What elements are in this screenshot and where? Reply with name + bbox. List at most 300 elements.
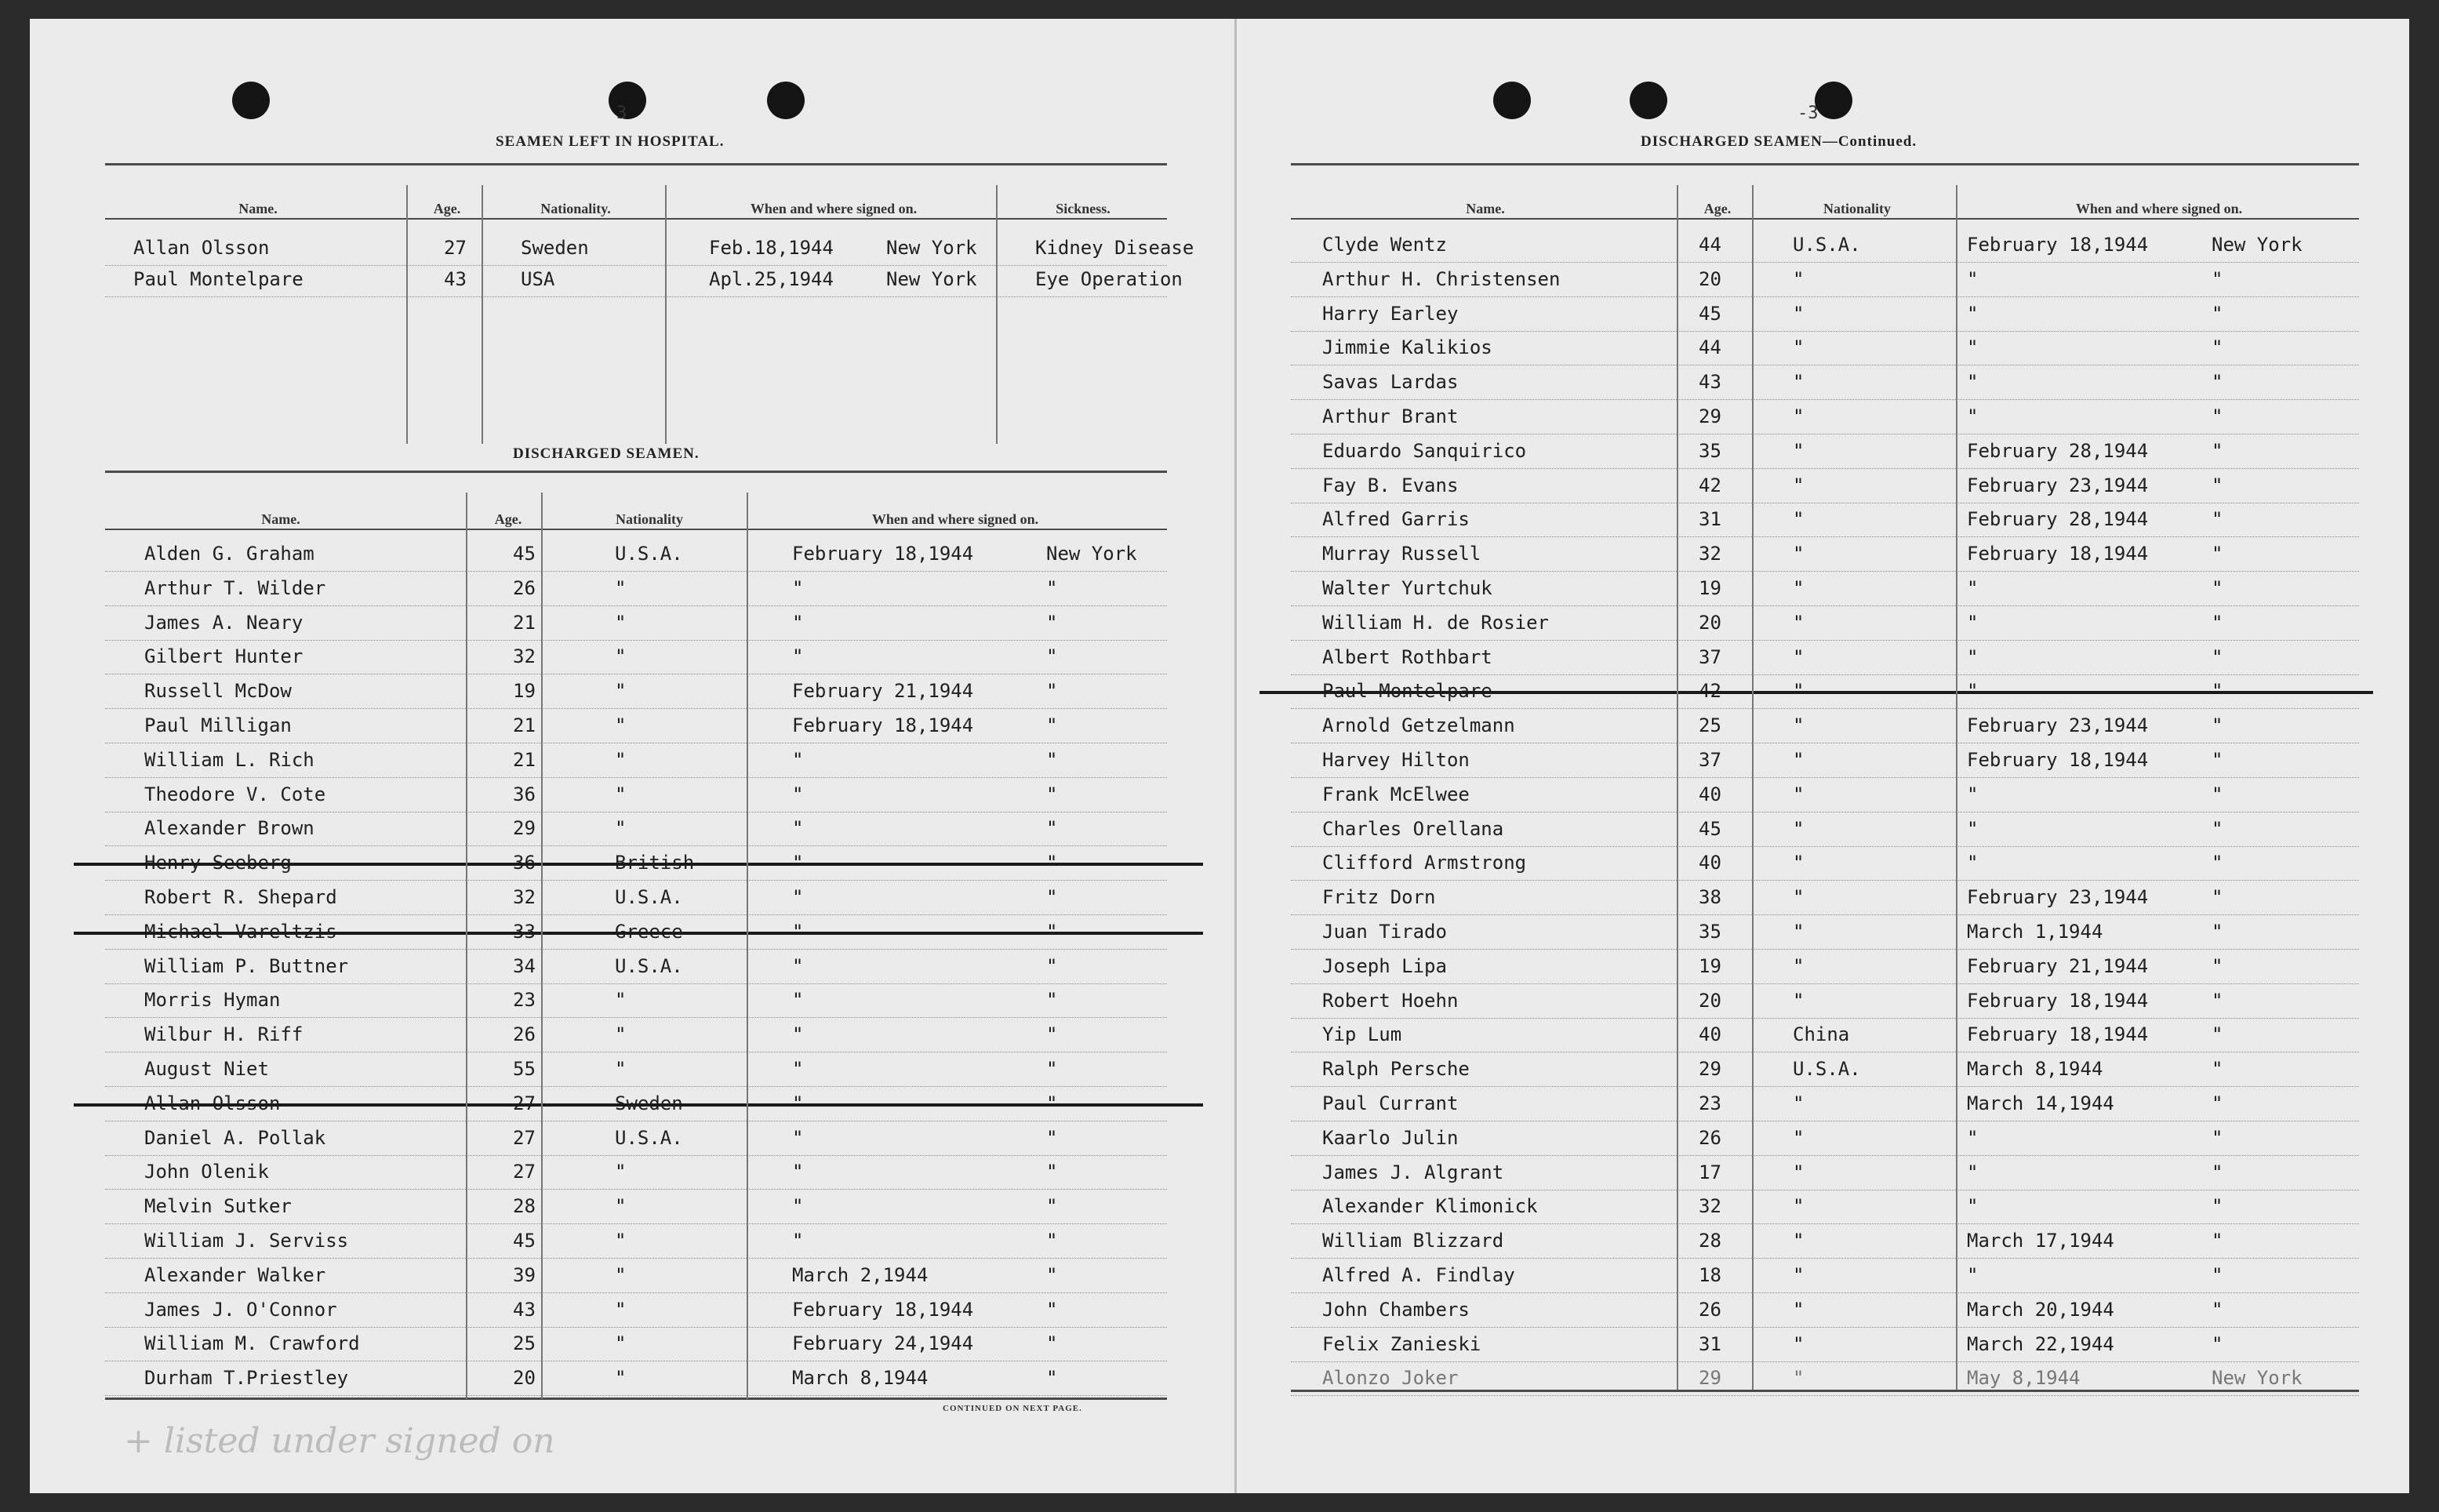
cell-date: March 17,1944 xyxy=(1967,1230,2114,1252)
cell-name: Robert R. Shepard xyxy=(144,886,337,908)
cell-date: February 21,1944 xyxy=(1967,954,2149,977)
cell-date: February 23,1944 xyxy=(1967,474,2149,496)
cell-date: March 2,1944 xyxy=(792,1263,929,1286)
cell-place: " xyxy=(2212,783,2223,805)
strike-through-line xyxy=(74,932,1203,935)
cell-nationality: " xyxy=(1793,439,1805,462)
cell-place: New York xyxy=(2212,1367,2303,1390)
cell-nationality: " xyxy=(615,1023,627,1046)
cell-date: " xyxy=(792,954,804,977)
cell-place: " xyxy=(2212,371,2223,394)
cell-place: " xyxy=(1046,1126,1058,1149)
table-row xyxy=(1291,880,2359,915)
cell-age: 55 xyxy=(513,1058,536,1080)
cell-nationality: U.S.A. xyxy=(615,543,683,565)
table-row xyxy=(105,1292,1167,1328)
discharged-section-title: DISCHARGED SEAMEN. xyxy=(513,445,700,462)
cell-age: 26 xyxy=(513,1023,536,1046)
table-row xyxy=(105,1017,1167,1052)
table-row xyxy=(1291,674,2359,709)
cell-place: " xyxy=(2212,1332,2223,1355)
cell-nationality: " xyxy=(1793,1298,1805,1321)
table-row xyxy=(1291,845,2359,881)
table-row xyxy=(1291,262,2359,297)
cell-date: March 22,1944 xyxy=(1967,1332,2114,1355)
cell-name: Russell McDow xyxy=(144,680,292,703)
discharged-header-rule xyxy=(105,529,1167,530)
cell-nationality: " xyxy=(1793,749,1805,771)
cell-age: 39 xyxy=(513,1263,536,1286)
table-row xyxy=(1291,536,2359,572)
column-divider xyxy=(996,185,998,444)
cell-place: " xyxy=(1046,1332,1058,1355)
cell-age: 42 xyxy=(1699,474,1721,496)
table-row xyxy=(1291,1189,2359,1224)
cell-place: " xyxy=(1046,1367,1058,1390)
cell-age: 32 xyxy=(1699,543,1721,565)
table-row xyxy=(1291,983,2359,1019)
column-divider xyxy=(482,185,483,444)
pencil-annotation: + listed under signed on xyxy=(124,1421,555,1461)
cell-nationality: " xyxy=(1793,714,1805,737)
cell-name: Gilbert Hunter xyxy=(144,645,304,668)
cell-age: 21 xyxy=(513,714,536,736)
cell-name: Jimmie Kalikios xyxy=(1322,336,1492,359)
cell-name: Paul Milligan xyxy=(144,714,292,736)
table-row xyxy=(1291,365,2359,400)
right-table xyxy=(1291,227,2389,1404)
table-row xyxy=(105,845,1167,881)
cell-nationality: U.S.A. xyxy=(1793,234,1861,256)
table-row xyxy=(1291,914,2359,950)
cell-place: " xyxy=(2212,714,2223,737)
cell-nationality: " xyxy=(1793,1161,1805,1183)
binder-hole xyxy=(609,82,646,119)
table-row xyxy=(105,262,1183,297)
table-row xyxy=(105,1361,1167,1396)
cell-place: " xyxy=(1046,1298,1058,1321)
cell-nationality: " xyxy=(1793,1195,1805,1218)
table-row xyxy=(105,674,1167,709)
cell-name: Fritz Dorn xyxy=(1322,886,1436,909)
cell-date: February 18,1944 xyxy=(1967,1023,2149,1046)
table-row xyxy=(105,777,1167,812)
cell-age: 37 xyxy=(1699,749,1721,771)
cell-name: William P. Buttner xyxy=(144,954,349,977)
cell-name: Clyde Wentz xyxy=(1322,234,1447,256)
table-row xyxy=(105,231,1194,266)
cell-place: " xyxy=(2212,611,2223,634)
cell-age: 32 xyxy=(513,886,536,908)
cell-age: 43 xyxy=(1699,371,1721,394)
cell-sickness: Eye Operation xyxy=(1035,268,1183,290)
cell-age: 19 xyxy=(1699,954,1721,977)
table-row xyxy=(105,1189,1167,1224)
cell-place: " xyxy=(2212,543,2223,565)
cell-age: 40 xyxy=(1699,783,1721,805)
cell-nationality: USA xyxy=(521,268,555,290)
column-divider xyxy=(541,492,543,1399)
cell-place: New York xyxy=(886,268,977,290)
cell-nationality: " xyxy=(1793,474,1805,496)
column-header: Age. xyxy=(494,511,522,527)
cell-nationality: " xyxy=(615,817,627,840)
cell-nationality: " xyxy=(615,989,627,1012)
cell-name: Walter Yurtchuk xyxy=(1322,577,1492,599)
cell-age: 23 xyxy=(513,989,536,1012)
column-divider xyxy=(665,185,667,444)
cell-date: " xyxy=(1967,1126,1979,1149)
cell-nationality: " xyxy=(1793,267,1805,290)
table-row xyxy=(1291,605,2359,641)
right-top-rule xyxy=(1291,163,2359,165)
cell-age: 45 xyxy=(513,1230,536,1252)
document-page xyxy=(30,19,2409,1493)
table-row xyxy=(105,1154,1167,1190)
column-header: When and where signed on. xyxy=(750,201,918,216)
cell-date: " xyxy=(1967,645,1979,668)
cell-age: 34 xyxy=(513,954,536,977)
column-divider xyxy=(466,492,467,1399)
cell-age: 26 xyxy=(513,576,536,599)
cell-name: Alonzo Joker xyxy=(1322,1367,1459,1390)
cell-name: William L. Rich xyxy=(144,748,314,771)
cell-nationality: " xyxy=(1793,989,1805,1012)
table-row xyxy=(105,708,1167,743)
table-row xyxy=(1291,1292,2359,1328)
cell-place: " xyxy=(1046,611,1058,634)
table-row xyxy=(1291,743,2359,778)
cell-date: " xyxy=(1967,817,1979,840)
cell-age: 20 xyxy=(1699,611,1721,634)
hospital-top-rule xyxy=(105,163,1167,165)
column-divider xyxy=(1677,185,1678,1390)
cell-place: " xyxy=(2212,302,2223,325)
cell-nationality: " xyxy=(1793,405,1805,427)
cell-age: 44 xyxy=(1699,234,1721,256)
cell-date: " xyxy=(792,783,804,805)
cell-date: " xyxy=(1967,371,1979,394)
table-row xyxy=(1291,434,2359,469)
discharged-top-rule xyxy=(105,471,1167,473)
cell-place: " xyxy=(1046,1023,1058,1046)
cell-name: Paul Currant xyxy=(1322,1092,1459,1114)
cell-nationality: " xyxy=(1793,1332,1805,1355)
cell-date: February 18,1944 xyxy=(1967,749,2149,771)
cell-age: 21 xyxy=(513,611,536,634)
cell-date: February 18,1944 xyxy=(792,714,974,736)
cell-age: 35 xyxy=(1699,439,1721,462)
cell-nationality: " xyxy=(1793,954,1805,977)
cell-date: " xyxy=(792,1126,804,1149)
binder-hole xyxy=(767,82,805,119)
cell-nationality: " xyxy=(615,611,627,634)
cell-nationality: U.S.A. xyxy=(615,1126,683,1149)
cell-name: Albert Rothbart xyxy=(1322,645,1492,668)
cell-place: " xyxy=(2212,749,2223,771)
column-header: Name. xyxy=(1466,201,1505,216)
cell-name: Clifford Armstrong xyxy=(1322,852,1527,874)
cell-nationality: " xyxy=(1793,921,1805,943)
cell-name: William H. de Rosier xyxy=(1322,611,1549,634)
cell-nationality: " xyxy=(1793,302,1805,325)
cell-date: February 18,1944 xyxy=(1967,989,2149,1012)
table-row xyxy=(105,1121,1167,1156)
cell-place: " xyxy=(2212,439,2223,462)
cell-date: February 23,1944 xyxy=(1967,714,2149,737)
cell-age: 31 xyxy=(1699,508,1721,531)
cell-place: " xyxy=(1046,576,1058,599)
cell-name: Alexander Brown xyxy=(144,817,314,840)
table-row xyxy=(105,1086,1167,1121)
cell-age: 20 xyxy=(1699,267,1721,290)
discharged-table xyxy=(105,536,1219,1407)
cell-nationality: " xyxy=(615,576,627,599)
cell-place: " xyxy=(2212,405,2223,427)
cell-nationality: " xyxy=(615,783,627,805)
cell-name: Melvin Sutker xyxy=(144,1195,292,1218)
column-header: Nationality. xyxy=(540,201,611,216)
cell-name: Wilbur H. Riff xyxy=(144,1023,304,1046)
cell-date: " xyxy=(792,611,804,634)
cell-age: 43 xyxy=(513,1298,536,1321)
cell-name: Alexander Walker xyxy=(144,1263,326,1286)
cell-age: 18 xyxy=(1699,1264,1721,1286)
strike-through-line xyxy=(74,863,1203,866)
table-row xyxy=(1291,708,2359,743)
cell-name: Arnold Getzelmann xyxy=(1322,714,1515,737)
cell-nationality: " xyxy=(615,680,627,703)
column-header: When and where signed on. xyxy=(871,511,1039,527)
cell-date: " xyxy=(1967,611,1979,634)
cell-place: " xyxy=(1046,1161,1058,1183)
cell-nationality: China xyxy=(1793,1023,1850,1046)
cell-nationality: " xyxy=(615,1367,627,1390)
cell-date: " xyxy=(792,1023,804,1046)
left-page-number: 3 xyxy=(616,104,627,123)
cell-age: 20 xyxy=(1699,989,1721,1012)
cell-place: " xyxy=(2212,508,2223,531)
cell-place: New York xyxy=(886,237,977,259)
cell-age: 27 xyxy=(513,1126,536,1149)
binder-hole xyxy=(1630,82,1667,119)
table-row xyxy=(105,811,1167,846)
binder-hole xyxy=(1493,82,1531,119)
table-row xyxy=(1291,468,2359,503)
cell-age: 40 xyxy=(1699,852,1721,874)
cell-nationality: " xyxy=(1793,852,1805,874)
cell-place: " xyxy=(2212,645,2223,668)
cell-name: Arthur H. Christensen xyxy=(1322,267,1561,290)
cell-name: Alfred Garris xyxy=(1322,508,1470,531)
column-header: Age. xyxy=(1703,201,1732,216)
right-bottom-rule xyxy=(1291,1390,2359,1392)
cell-place: " xyxy=(2212,267,2223,290)
cell-place: " xyxy=(2212,817,2223,840)
cell-date: February 18,1944 xyxy=(792,543,974,565)
cell-age: 26 xyxy=(1699,1126,1721,1149)
cell-nationality: " xyxy=(615,748,627,771)
column-header: Name. xyxy=(238,201,278,216)
cell-name: Theodore V. Cote xyxy=(144,783,326,805)
cell-date: Feb.18,1944 xyxy=(709,237,834,259)
table-row xyxy=(105,949,1167,984)
binder-hole xyxy=(232,82,270,119)
cell-age: 19 xyxy=(513,680,536,703)
cell-nationality: " xyxy=(1793,1230,1805,1252)
column-header: Age. xyxy=(433,201,461,216)
cell-name: Harry Earley xyxy=(1322,302,1459,325)
cell-nationality: " xyxy=(615,714,627,736)
cell-name: Juan Tirado xyxy=(1322,921,1447,943)
cell-nationality: " xyxy=(1793,783,1805,805)
cell-age: 26 xyxy=(1699,1298,1721,1321)
cell-nationality: U.S.A. xyxy=(1793,1058,1861,1081)
cell-name: Allan Olsson xyxy=(133,237,270,259)
cell-nationality: " xyxy=(615,1298,627,1321)
cell-place: " xyxy=(1046,886,1058,908)
cell-nationality: U.S.A. xyxy=(615,954,683,977)
table-row xyxy=(1291,1121,2359,1156)
cell-name: Alfred A. Findlay xyxy=(1322,1264,1515,1286)
cell-date: " xyxy=(792,886,804,908)
cell-name: August Niet xyxy=(144,1058,269,1080)
cell-age: 25 xyxy=(1699,714,1721,737)
column-divider xyxy=(1752,185,1754,1390)
cell-nationality: " xyxy=(1793,1092,1805,1114)
cell-age: 40 xyxy=(1699,1023,1721,1046)
right-section-title: DISCHARGED SEAMEN—Continued. xyxy=(1641,133,1917,150)
table-row xyxy=(105,1052,1167,1087)
cell-nationality: " xyxy=(615,1161,627,1183)
table-row xyxy=(1291,502,2359,537)
cell-date: " xyxy=(1967,783,1979,805)
cell-date: " xyxy=(792,1058,804,1080)
cell-age: 29 xyxy=(1699,1367,1721,1390)
cell-nationality: " xyxy=(1793,645,1805,668)
cell-nationality: Sweden xyxy=(521,237,589,259)
cell-date: " xyxy=(1967,852,1979,874)
column-header: When and where signed on. xyxy=(2075,201,2243,216)
cell-name: James J. Algrant xyxy=(1322,1161,1504,1183)
strike-through-line xyxy=(1259,691,2373,694)
cell-date: " xyxy=(1967,577,1979,599)
cell-date: " xyxy=(792,1230,804,1252)
cell-name: Murray Russell xyxy=(1322,543,1481,565)
cell-nationality: " xyxy=(1793,611,1805,634)
cell-age: 19 xyxy=(1699,577,1721,599)
cell-nationality: " xyxy=(1793,577,1805,599)
table-row xyxy=(105,605,1167,641)
cell-name: Alden G. Graham xyxy=(144,543,314,565)
table-row xyxy=(1291,330,2359,365)
column-divider xyxy=(406,185,408,444)
table-row xyxy=(1291,1223,2359,1259)
cell-nationality: " xyxy=(615,645,627,668)
cell-age: 27 xyxy=(444,237,467,259)
column-divider xyxy=(747,492,748,1399)
cell-nationality: " xyxy=(1793,886,1805,909)
cell-date: February 23,1944 xyxy=(1967,886,2149,909)
cell-date: May 8,1944 xyxy=(1967,1367,2081,1390)
table-row xyxy=(105,743,1167,778)
cell-name: Alexander Klimonick xyxy=(1322,1195,1538,1218)
cell-age: 17 xyxy=(1699,1161,1721,1183)
cell-place: " xyxy=(1046,714,1058,736)
cell-date: March 8,1944 xyxy=(1967,1058,2103,1081)
cell-nationality: " xyxy=(1793,817,1805,840)
cell-date: " xyxy=(792,1161,804,1183)
hospital-header-rule xyxy=(105,218,1167,220)
cell-nationality: " xyxy=(615,1195,627,1218)
table-row xyxy=(1291,1155,2359,1190)
cell-age: 20 xyxy=(513,1367,536,1390)
cell-place: " xyxy=(1046,1058,1058,1080)
cell-place: " xyxy=(2212,1230,2223,1252)
cell-date: " xyxy=(1967,302,1979,325)
cell-date: February 18,1944 xyxy=(792,1298,974,1321)
cell-date: March 1,1944 xyxy=(1967,921,2103,943)
cell-date: " xyxy=(792,1195,804,1218)
cell-name: Joseph Lipa xyxy=(1322,954,1447,977)
cell-age: 25 xyxy=(513,1332,536,1355)
cell-nationality: " xyxy=(1793,1264,1805,1286)
column-header: Nationality xyxy=(615,511,683,527)
table-row xyxy=(1291,227,2359,263)
cell-place: " xyxy=(2212,1092,2223,1114)
cell-name: Kaarlo Julin xyxy=(1322,1126,1459,1149)
cell-age: 29 xyxy=(1699,1058,1721,1081)
cell-nationality: " xyxy=(615,1263,627,1286)
cell-age: 32 xyxy=(513,645,536,668)
cell-date: February 28,1944 xyxy=(1967,439,2149,462)
cell-date: February 21,1944 xyxy=(792,680,974,703)
cell-date: " xyxy=(1967,1264,1979,1286)
cell-age: 27 xyxy=(513,1161,536,1183)
cell-age: 28 xyxy=(1699,1230,1721,1252)
cell-place: " xyxy=(2212,1195,2223,1218)
cell-age: 45 xyxy=(1699,302,1721,325)
table-row xyxy=(105,571,1167,606)
cell-date: " xyxy=(792,645,804,668)
cell-name: Arthur Brant xyxy=(1322,405,1459,427)
cell-nationality: " xyxy=(1793,1367,1805,1390)
continued-note: CONTINUED ON NEXT PAGE. xyxy=(943,1404,1082,1413)
cell-name: Felix Zanieski xyxy=(1322,1332,1481,1355)
cell-age: 28 xyxy=(513,1195,536,1218)
cell-name: Frank McElwee xyxy=(1322,783,1470,805)
cell-nationality: " xyxy=(1793,543,1805,565)
table-row xyxy=(105,1326,1167,1361)
table-row xyxy=(1291,640,2359,675)
table-row xyxy=(1291,1258,2359,1293)
cell-date: " xyxy=(792,989,804,1012)
cell-place: " xyxy=(2212,1023,2223,1046)
cell-place: " xyxy=(2212,852,2223,874)
cell-place: " xyxy=(1046,954,1058,977)
cell-place: New York xyxy=(2212,234,2303,256)
cell-name: William M. Crawford xyxy=(144,1332,360,1355)
cell-name: Savas Lardas xyxy=(1322,371,1459,394)
cell-age: 21 xyxy=(513,748,536,771)
cell-age: 35 xyxy=(1699,921,1721,943)
cell-place: " xyxy=(1046,817,1058,840)
cell-age: 29 xyxy=(513,817,536,840)
table-row xyxy=(1291,399,2359,434)
cell-age: 45 xyxy=(513,543,536,565)
cell-name: William J. Serviss xyxy=(144,1230,349,1252)
table-row xyxy=(1291,1327,2359,1362)
